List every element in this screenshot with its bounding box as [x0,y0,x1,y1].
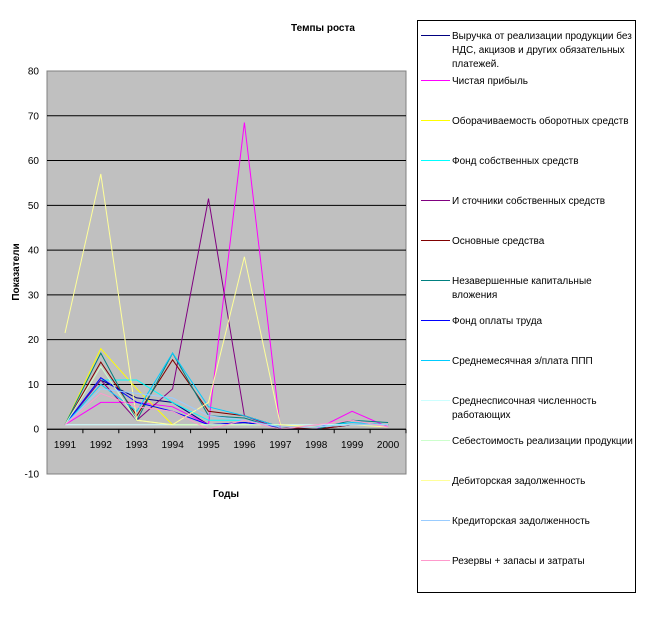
legend-label: Дебиторская задолженность [452,476,586,487]
legend-swatch [421,280,450,281]
legend-swatch [421,120,450,121]
x-tick-label: 1996 [233,440,256,451]
legend-item [418,469,637,509]
legend-item [418,149,637,189]
legend-swatch [421,80,450,81]
legend-label: Оборачиваемость оборотных средств [452,116,629,127]
y-axis-label: Показатели [11,243,22,301]
legend-item [418,189,637,229]
x-tick-label: 1998 [305,440,328,451]
legend-item [418,24,637,70]
y-tick-label: 30 [27,290,39,302]
legend-label: Себестоимость реализации продукции [452,436,633,447]
legend-swatch [421,320,450,321]
legend-item [418,549,637,589]
legend-item [418,429,637,469]
y-tick-label: 70 [27,111,39,123]
legend-item [418,109,637,149]
y-tick-label: 10 [27,379,39,391]
legend-swatch [421,35,450,36]
legend-label: Среднесписочная численность работающих [452,396,597,421]
chart-title: Темпы роста [291,23,355,34]
y-tick-label: 50 [27,200,39,212]
legend-item [418,389,637,429]
legend-swatch [421,200,450,201]
legend [417,20,636,593]
x-tick-label: 1999 [341,440,364,451]
x-tick-label: 1997 [269,440,292,451]
x-tick-label: 2000 [376,440,400,451]
y-tick-label: 40 [27,245,39,257]
x-axis-label: Годы [212,489,240,500]
legend-swatch [421,480,450,481]
legend-swatch [421,360,450,361]
legend-label: Основные средства [452,236,545,247]
x-tick-label: 1995 [197,440,220,451]
legend-item [418,349,637,389]
legend-swatch [421,160,450,161]
legend-label: Среднемесячная з/плата ППП [452,356,593,367]
legend-label: Выручка от реализации продукции без НДС, акцизов и других обязательных платежей. [452,31,632,70]
y-tick-label: 20 [27,335,39,347]
y-axis-ticks [25,67,40,481]
legend-label: Фонд собственных средств [452,156,579,167]
legend-swatch [421,520,450,521]
x-tick-label: 1991 [53,440,77,451]
x-tick-label: 1992 [89,440,112,451]
y-tick-label: 0 [33,424,39,436]
legend-label: Незавершенные капитальные вложения [452,276,592,301]
legend-label: Кредиторская задолженность [452,516,590,527]
legend-item [418,509,637,549]
y-tick-label: 60 [27,156,39,168]
legend-swatch [421,440,450,441]
legend-item [418,309,637,349]
legend-swatch [421,400,450,401]
legend-item [418,69,637,109]
y-tick-label: 80 [27,66,39,78]
x-tick-label: 1993 [125,440,148,451]
legend-item [418,229,637,269]
legend-swatch [421,560,450,561]
y-tick-label: -10 [24,469,39,481]
legend-item [418,269,637,309]
legend-label: Чистая прибыль [452,76,528,87]
x-tick-label: 1994 [161,440,184,451]
legend-label: Фонд оплаты труда [452,316,543,327]
legend-label: Резервы + запасы и затраты [452,556,585,567]
legend-swatch [421,240,450,241]
legend-label: И сточники собственных средств [452,196,606,207]
